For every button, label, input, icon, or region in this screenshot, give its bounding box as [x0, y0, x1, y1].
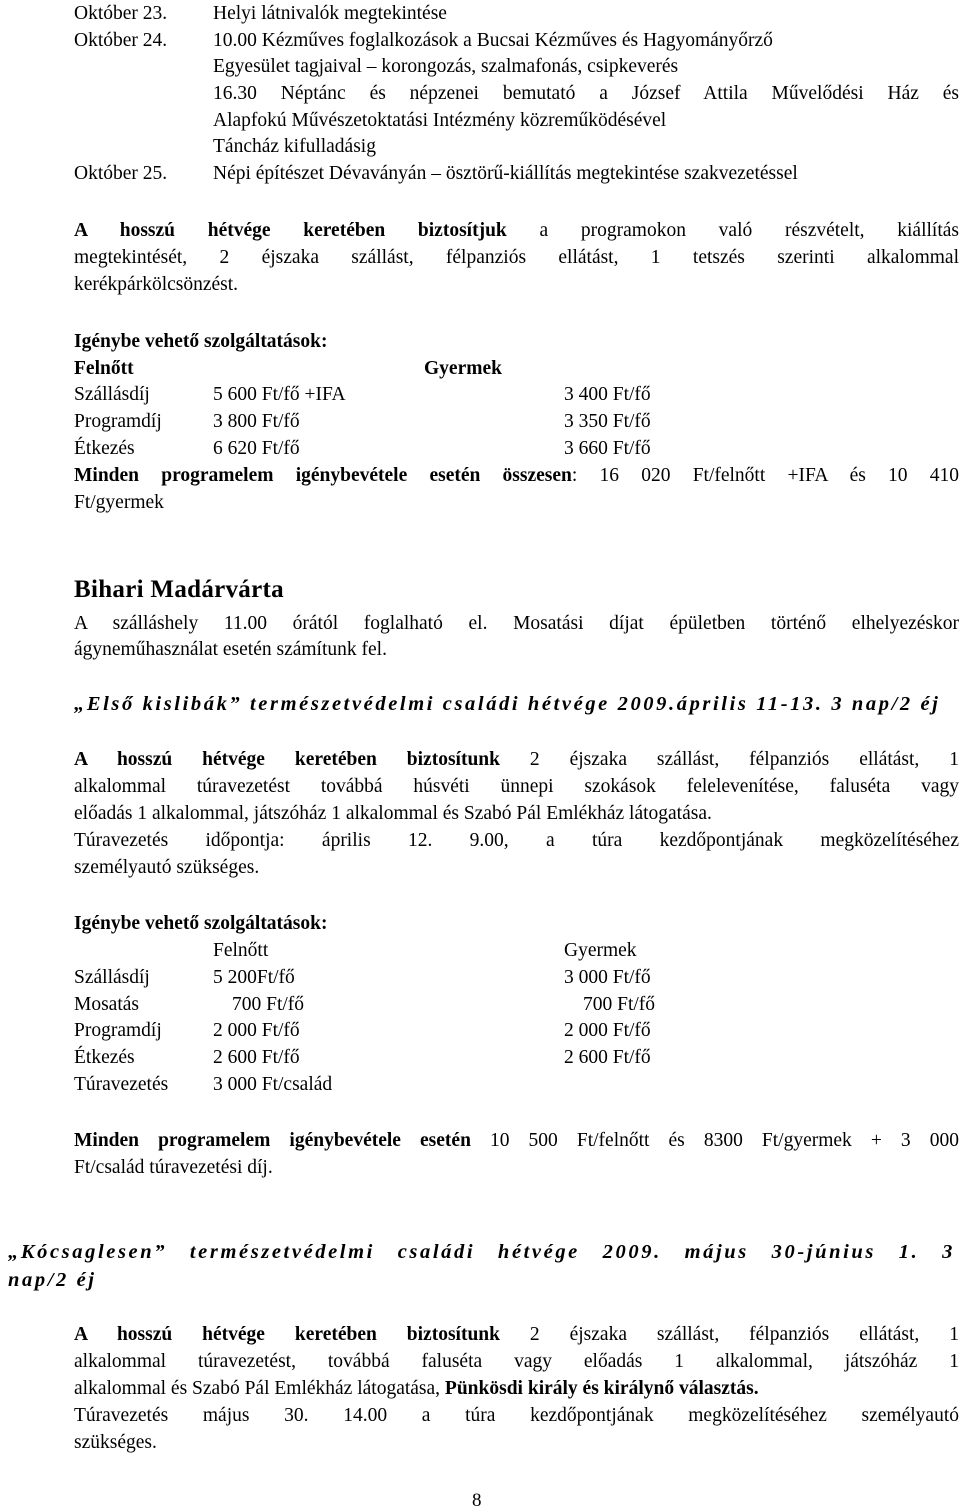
event-title: „Kócsaglesen” természetvédelmi családi hétvége 2009. május 30-június 1. 3 [8, 1241, 955, 1263]
date-oct-23: Október 23. [74, 3, 168, 24]
services-heading: Igénybe vehető szolgáltatások: [74, 913, 328, 934]
row-adult: 2 000 Ft/fő [213, 1020, 300, 1041]
row-label: Programdíj [74, 411, 162, 432]
row-label: Szállásdíj [74, 384, 150, 405]
total-text: : 16 020 Ft/felnőtt +IFA és 10 410 [571, 465, 960, 486]
row-child: 3 660 Ft/fő [564, 438, 651, 459]
date-oct-24: Október 24. [74, 30, 168, 51]
paragraph-line [74, 1325, 959, 1345]
total-bold: Minden programelem igénybevétele esetén összesen [74, 465, 572, 486]
row-label: Mosatás [74, 994, 139, 1015]
col-child: Gyermek [564, 940, 637, 961]
paragraph-bold: A hosszú hétvége keretében biztosítjuk [74, 220, 507, 241]
paragraph-line: Túravezetés május 30. 14.00 a túra kezdőpontjának megközelítéséhez személyautó [74, 1405, 959, 1426]
row-label: Étkezés [74, 1047, 135, 1068]
paragraph-text: 2 éjszaka szállást, félpanziós ellátást, 1 [499, 1324, 959, 1345]
event-title: nap/2 éj [8, 1269, 97, 1291]
paragraph-line: A szálláshely 11.00 órától foglalható el. Mosatási díjat épületben történő elhelyezéskor [74, 613, 959, 634]
total-line: Ft/gyermek [74, 492, 164, 513]
paragraph-line: alkalommal túravezetést, továbbá faluséta vagy előadás 1 alkalommal, játszóház 1 [74, 1351, 959, 1372]
row-child: 3 400 Ft/fő [564, 384, 651, 405]
paragraph-bold: Pünkösdi király és királynő választás. [444, 1378, 759, 1399]
row-label: Programdíj [74, 1020, 162, 1041]
row-child: 2 600 Ft/fő [564, 1047, 651, 1068]
row-adult: 700 Ft/fő [232, 994, 305, 1015]
schedule-line: Helyi látnivalók megtekintése [213, 3, 447, 24]
row-adult: 5 200Ft/fő [213, 967, 295, 988]
total-line [74, 466, 959, 486]
paragraph-line: ágyneműhasználat esetén számítunk fel. [74, 639, 387, 660]
paragraph-bold: A hosszú hétvége keretében biztosítunk [74, 749, 500, 770]
page-number: 8 [472, 1490, 482, 1511]
paragraph-text: 2 éjszaka szállást, félpanziós ellátást, 1 [499, 749, 959, 770]
schedule-line: Táncház kifulladásig [213, 136, 376, 157]
paragraph-line: megtekintését, 2 éjszaka szállást, félpanziós ellátást, 1 tetszés szerinti alkalommal [74, 247, 959, 268]
row-adult: 3 000 Ft/család [213, 1074, 333, 1095]
paragraph-line: előadás 1 alkalommal, játszóház 1 alkalommal és Szabó Pál Emlékház látogatása. [74, 803, 712, 824]
row-label: Étkezés [74, 438, 135, 459]
event-title: „Első kislibák” természetvédelmi családi hétvége 2009.április 11-13. 3 nap/2 éj [74, 693, 941, 715]
schedule-line: Egyesület tagjaival – korongozás, szalmafonás, csipkeverés [213, 56, 679, 77]
schedule-line: 16.30 Néptánc és népzenei bemutató a József Attila Művelődési Ház és [213, 83, 959, 104]
row-child: 2 000 Ft/fő [564, 1020, 651, 1041]
paragraph-line [74, 221, 959, 241]
row-label: Túravezetés [74, 1074, 169, 1095]
row-label: Szállásdíj [74, 967, 150, 988]
paragraph-line: Túravezetés időpontja: április 12. 9.00, a túra kezdőpontjának megközelítéséhez [74, 830, 959, 851]
schedule-line: Alapfokú Művészetoktatási Intézmény közreműködésével [213, 110, 667, 131]
row-adult: 5 600 Ft/fő +IFA [213, 384, 346, 405]
row-adult: 2 600 Ft/fő [213, 1047, 300, 1068]
total-line: Ft/család túravezetési díj. [74, 1157, 273, 1178]
col-adult: Felnőtt [213, 940, 269, 961]
total-text: 10 500 Ft/felnőtt és 8300 Ft/gyermek + 3 000 [470, 1130, 959, 1151]
row-adult: 3 800 Ft/fő [213, 411, 300, 432]
paragraph-line: kerékpárkölcsönzést. [74, 274, 239, 295]
col-adult: Felnőtt [74, 358, 134, 379]
col-child: Gyermek [424, 358, 502, 379]
schedule-line: Népi építészet Dévaványán – ösztörű-kiállítás megtekintése szakvezetéssel [213, 163, 798, 184]
row-child: 3 000 Ft/fő [564, 967, 651, 988]
paragraph-line: személyautó szükséges. [74, 857, 260, 878]
paragraph-text: a programokon való részvételt, kiállítás [506, 220, 959, 241]
total-bold: Minden programelem igénybevétele esetén [74, 1130, 471, 1151]
services-heading: Igénybe vehető szolgáltatások: [74, 331, 328, 352]
row-adult: 6 620 Ft/fő [213, 438, 300, 459]
schedule-line: 10.00 Kézműves foglalkozások a Bucsai Kézműves és Hagyományőrző [213, 30, 773, 51]
paragraph-line [74, 1379, 759, 1399]
total-line [74, 1131, 959, 1151]
section-title: Bihari Madárvárta [74, 576, 284, 603]
paragraph-line [74, 750, 959, 770]
date-oct-25: Október 25. [74, 163, 168, 184]
row-child: 3 350 Ft/fő [564, 411, 651, 432]
paragraph-bold: A hosszú hétvége keretében biztosítunk [74, 1324, 500, 1345]
paragraph-text: alkalommal és Szabó Pál Emlékház látogatása, [74, 1378, 445, 1399]
paragraph-line: alkalommal túravezetést továbbá húsvéti ünnepi szokások felelevenítése, faluséta vagy [74, 776, 959, 797]
row-child: 700 Ft/fő [583, 994, 656, 1015]
paragraph-line: szükséges. [74, 1432, 157, 1453]
